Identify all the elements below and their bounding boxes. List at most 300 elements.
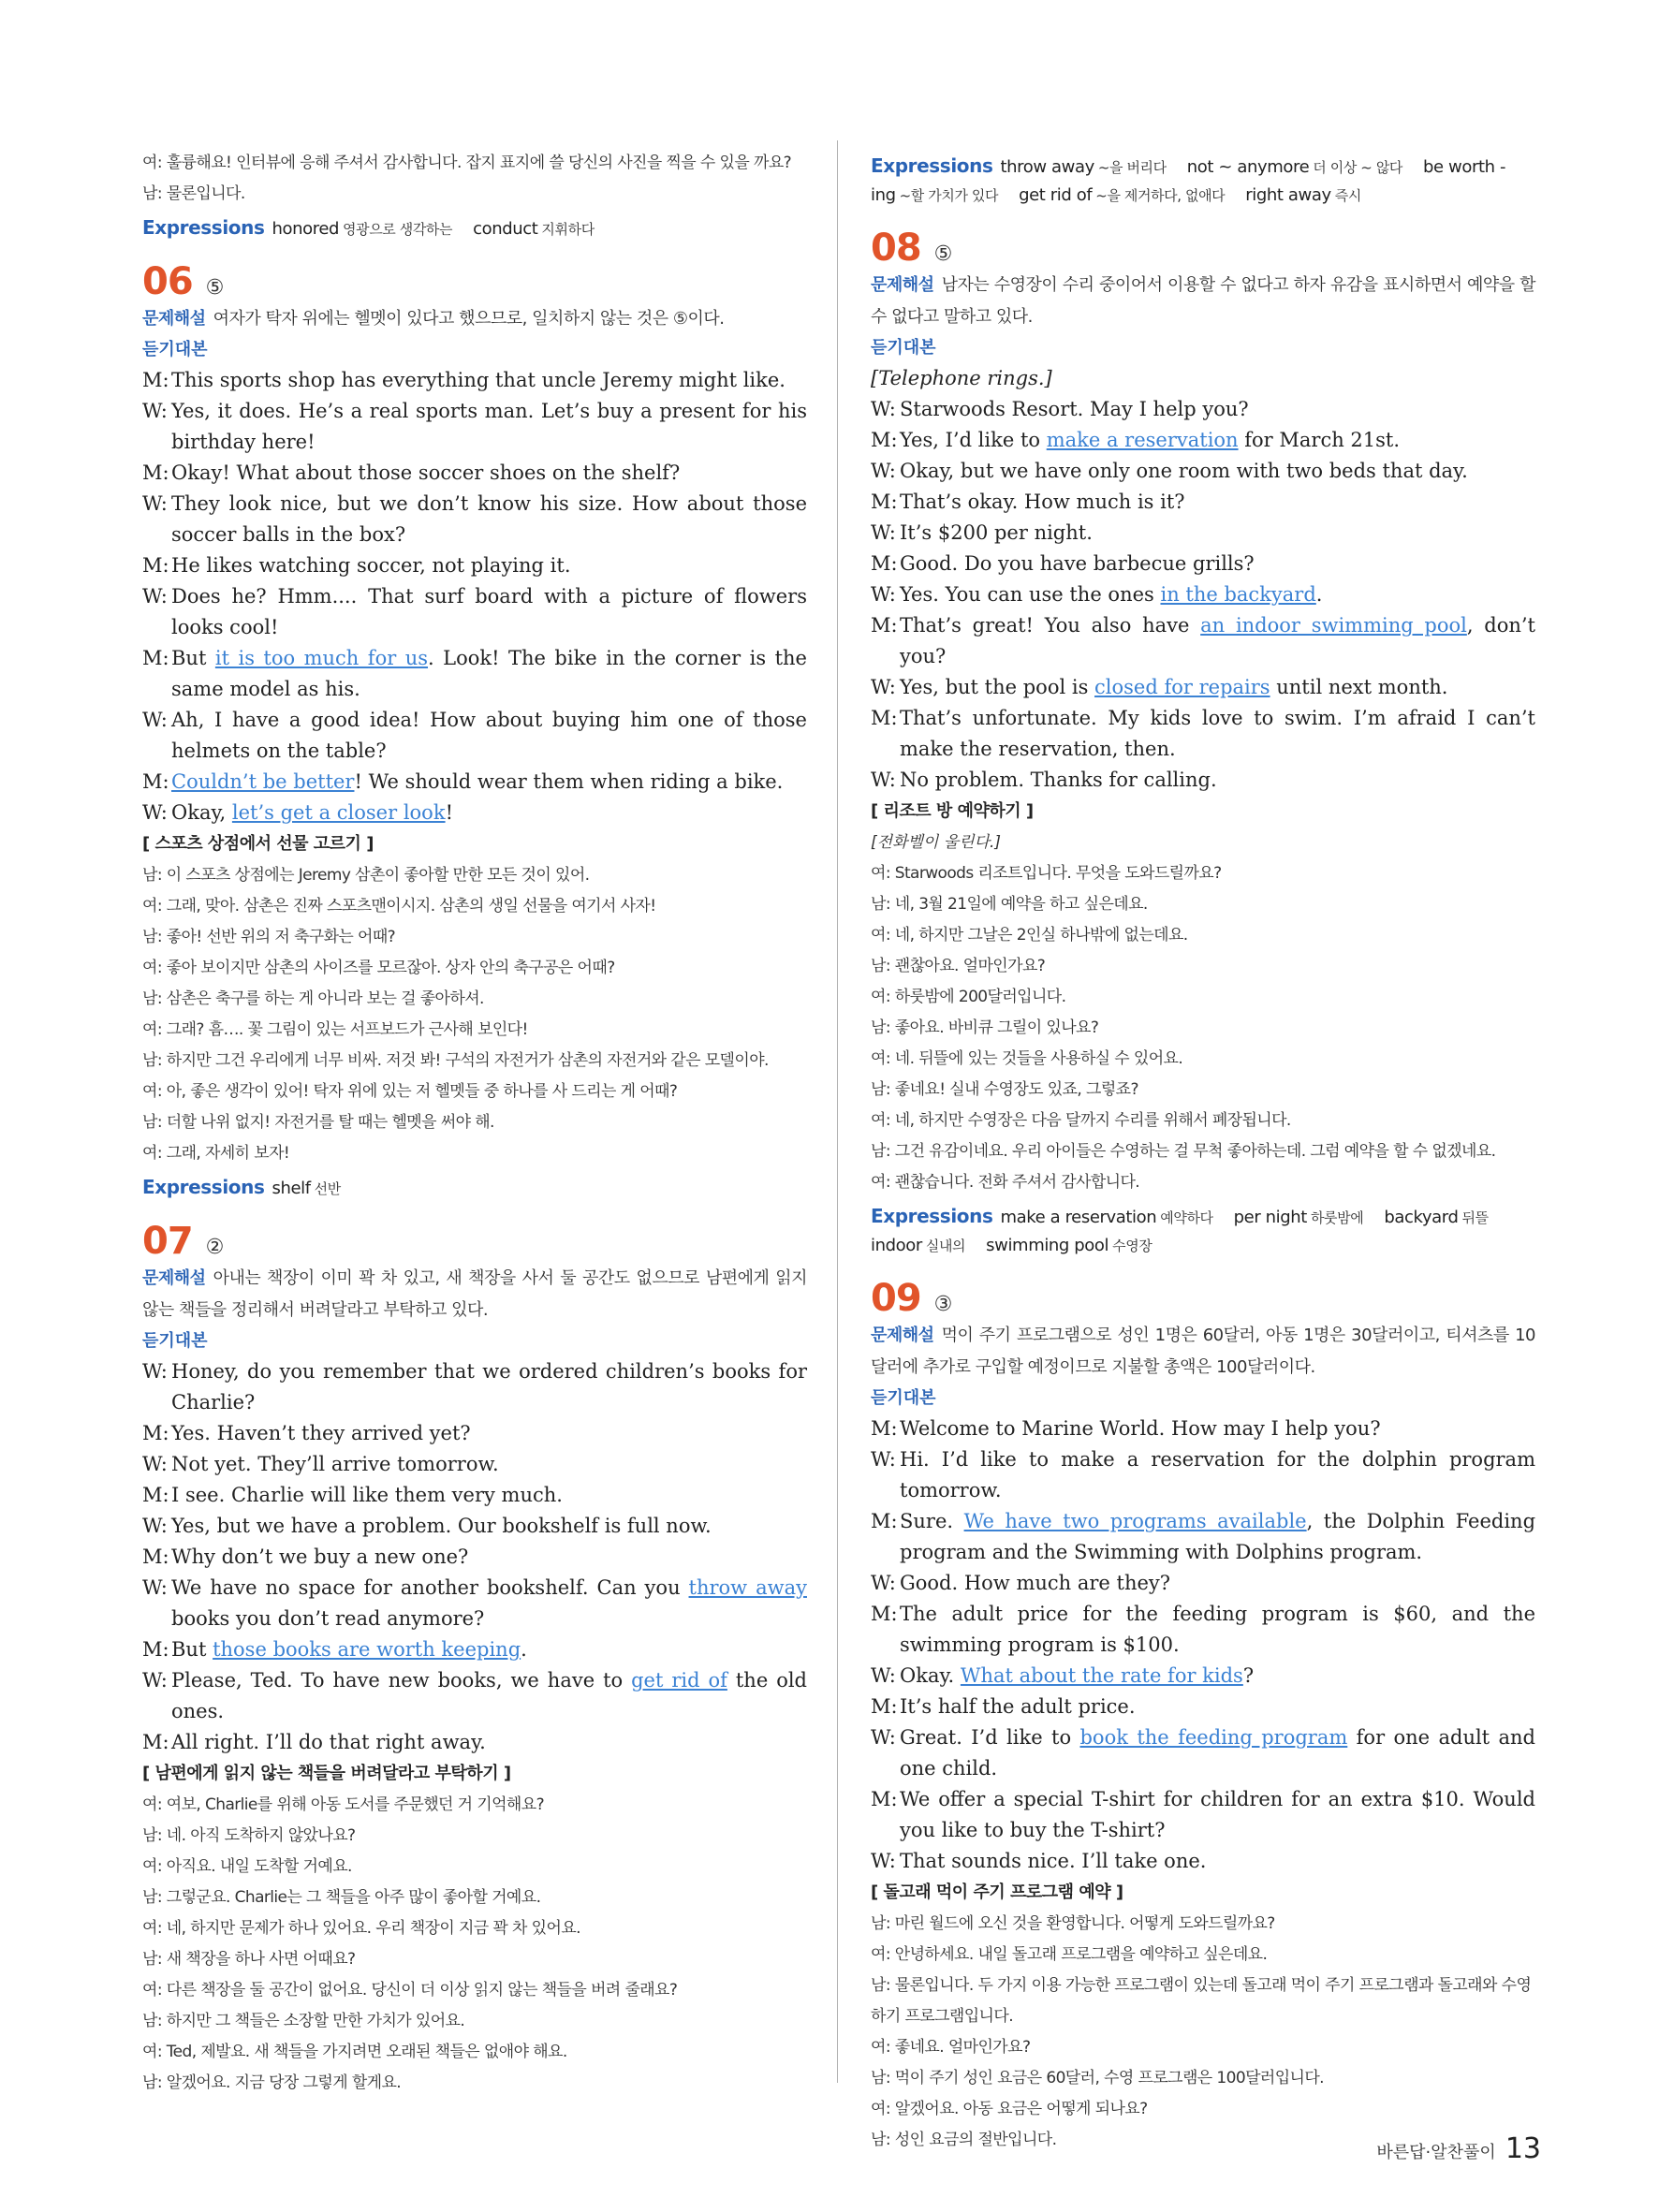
speaker-separator: : [885,1976,895,1995]
speaker-label: 남 [142,1051,157,1070]
question-header [142,1220,807,1263]
explanation [871,1320,1535,1384]
expression-meaning: ~할 가치가 있다 [899,187,999,204]
dialogue-line [142,1665,807,1727]
korean-text: 괜찮아요. 얼마인가요? [894,957,1046,975]
speaker-label: M: [871,1510,898,1532]
speaker-label: M: [871,1603,898,1625]
speaker-label: 남 [871,895,886,914]
korean-text: 네, 하지만 그날은 2인실 하나밖에 없는데요. [894,926,1188,945]
dialogue-text [900,1599,1535,1661]
speaker-label: 여 [871,864,886,883]
korean-line [142,984,807,1015]
speaker-separator: : [885,926,895,945]
stage-direction: [Telephone rings.] [871,367,1052,389]
speaker-label: 남 [871,1080,886,1099]
dialogue-line [871,1722,1535,1784]
dialogue-segment: Honey, do you remember that we ordered children’s books for Charlie? [171,1360,807,1414]
speaker-separator: : [156,1144,167,1163]
expression-term: indoor [871,1236,922,1255]
dialogue-segment: Great. I’d like to [900,1726,1080,1749]
dialogue-line [142,1727,807,1758]
dialogue-text [900,1692,1535,1722]
korean-text: 물론입니다. [166,184,245,203]
dialogue-line [871,456,1535,487]
expression-meaning: ~을 제거하다, 없애다 [1095,187,1226,204]
translation-title: [ 스포츠 상점에서 선물 고르기 ] [142,834,374,854]
korean-text: 그래, 맞아. 삼촌은 진짜 스포츠맨이시지. 삼촌의 생일 선물을 여기서 사자! [166,897,656,916]
speaker-separator: : [156,1826,167,1845]
korean-line [871,1136,1535,1167]
dialogue-segment: Please, Ted. To have new books, we have to [171,1669,632,1692]
question-answer: ⑤ [933,242,953,266]
speaker-label: W: [871,1572,896,1594]
dialogue-line [142,798,807,828]
speaker-label: M: [142,1638,169,1661]
korean-text: Ted, 제발요. 새 책들을 가지려면 오래된 책들은 없애야 해요. [166,2043,567,2061]
dialogue-text [171,1449,807,1480]
speaker-separator: : [885,1173,895,1192]
speaker-label: 남 [142,2073,157,2092]
dialogue-text [900,1506,1535,1568]
dialogue-text [900,549,1535,579]
speaker-separator: : [156,154,167,172]
key-phrase: throw away [688,1576,807,1599]
dialogue-line [142,1634,807,1665]
korean-text: 안녕하세요. 내일 돌고래 프로그램을 예약하고 싶은데요. [894,1945,1268,1964]
expression-meaning: 실내의 [925,1238,966,1254]
dialogue-text [171,550,807,581]
speaker-label: 남 [871,1018,886,1037]
dialogue-text [900,1414,1535,1444]
speaker-label: W: [142,1360,168,1383]
dialogue-text [900,487,1535,518]
dialogue-line [142,1356,807,1418]
korean-line [871,1940,1535,1970]
korean-line [871,1106,1535,1136]
speaker-label: W: [871,1850,896,1872]
expression-meaning: 즉시 [1334,187,1361,204]
expression-term: backyard [1384,1208,1459,1227]
korean-text: 물론입니다. 두 가지 이용 가능한 프로그램이 있는데 돌고래 먹이 주기 프로그램과 돌고래와 수영하기 프로그램입니다. [871,1976,1532,2026]
dialogue-segment: , the Dolphin Feeding program and the Swimming with Dolphins program. [900,1510,1536,1563]
dialogue-line [871,579,1535,610]
question-answer: ③ [933,1293,953,1316]
speaker-label: 여 [142,1082,157,1101]
expression-term: get rid of [1019,185,1093,205]
dialogue-segment: for March 21st. [1238,429,1401,451]
speaker-label: 여 [142,2043,157,2061]
speaker-separator: : [885,957,895,975]
speaker-label: 여 [871,2038,886,2057]
dialogue-text [171,1356,807,1418]
speaker-label: M: [142,369,169,391]
dialogue-text [171,1665,807,1727]
dialogue-line [871,394,1535,425]
footer-label: 바른답·알찬풀이 [1376,2143,1496,2162]
speaker-label: W: [871,1448,896,1471]
speaker-label: 남 [142,2012,157,2030]
korean-text: 새 책장을 하나 사면 어때요? [166,1950,356,1969]
speaker-separator: : [885,1018,895,1037]
dialogue-text [900,518,1535,549]
dialogue-text [171,1511,807,1542]
dialogue-text [171,365,807,396]
korean-line [142,1077,807,1107]
explanation-tag: 문제해설 [142,1268,206,1288]
dialogue-text [900,456,1535,487]
korean-line [142,1975,807,2006]
dialogue-text [900,703,1535,765]
dialogue-line [142,1573,807,1634]
speaker-label: W: [142,1669,168,1692]
expression-meaning: 지휘하다 [541,221,595,238]
dialogue-line [142,705,807,767]
speaker-label: 남 [871,1914,886,1933]
dialogue-segment: . Look! The bike in the corner is the same model as his. [171,647,807,700]
korean-line [142,2068,807,2099]
korean-text: 아직요. 내일 도착할 거예요. [166,1857,352,1876]
dialogue-text [900,1722,1535,1784]
dialogue-segment: They look nice, but we don’t know his size. How about those soccer balls in the box? [171,492,807,546]
speaker-label: W: [871,676,896,698]
dialogue-segment: It’s half the adult price. [900,1695,1136,1718]
speaker-separator: : [885,1080,895,1099]
explanation [871,270,1535,333]
korean-line [871,920,1535,951]
korean-line [142,1944,807,1975]
expression-meaning: 하룻밤에 [1310,1209,1364,1226]
korean-text: 네. 아직 도착하지 않았나요? [166,1826,356,1845]
speaker-label: 남 [142,1888,157,1907]
expression-term: honored [272,219,340,239]
korean-line [142,1913,807,1944]
korean-text: 알겠어요. 지금 당장 그렇게 할게요. [166,2073,402,2092]
korean-text: 훌륭해요! 인터뷰에 응해 주셔서 감사합니다. 잡지 표지에 쓸 당신의 사진을 찍을 수 있을 까요? [166,154,792,172]
speaker-label: W: [871,1726,896,1749]
dialogue-text [900,579,1535,610]
speaker-separator: : [885,1914,895,1933]
dialogue-line [142,581,807,643]
speaker-label: M: [871,1695,898,1718]
korean-text: 그래? 흠…. 꽃 그림이 있는 서프보드가 근사해 보인다! [166,1020,528,1039]
korean-line [142,1046,807,1077]
expression-term: per night [1233,1208,1307,1227]
korean-text: 아, 좋은 생각이 있어! 탁자 위에 있는 저 헬멧들 중 하나를 사 드리는 게 어때? [166,1082,678,1101]
translation-stage-direction: [전화벨이 울린다.] [871,833,1002,852]
dialogue-segment: Yes, but the pool is [900,676,1095,698]
expression-term: make a reservation [1000,1208,1157,1227]
speaker-label: 남 [142,1950,157,1969]
explanation-text: 아내는 책장이 이미 꽉 차 있고, 새 책장을 사서 둘 공간도 없으므로 남편에게 읽지 않는 책들을 정리해서 버려달라고 부탁하고 있다. [142,1268,807,1320]
speaker-label: M: [142,1545,169,1568]
dialogue-text [171,1634,807,1665]
dialogue-segment: Yes, I’d like to [900,429,1047,451]
dialogue-text [900,672,1535,703]
dialogue-segment: , don’t you? [900,614,1535,667]
speaker-label: M: [871,1417,898,1440]
script-label: 듣기대본 [871,1388,936,1408]
korean-line [142,953,807,984]
korean-line [142,922,807,953]
speaker-label: M: [871,552,898,575]
dialogue-segment: Okay, but we have only one room with two beds that day. [900,460,1468,482]
dialogue-text [900,765,1535,796]
speaker-separator: : [156,897,167,916]
dialogue-segment: Starwoods Resort. May I help you? [900,398,1249,420]
speaker-label: W: [142,1515,168,1537]
script-label: 듣기대본 [142,340,208,359]
expressions-label: Expressions [871,154,993,177]
dialogue-segment: Hi. I’d like to make a reservation for the dolphin program tomorrow. [900,1448,1535,1502]
dialogue-line [142,1418,807,1449]
korean-text: 더할 나위 없지! 자전거를 탈 때는 헬멧을 써야 해. [166,1113,494,1132]
explanation [142,303,807,335]
speaker-separator: : [156,184,167,203]
question-number: 08 [871,227,921,270]
korean-line [142,1138,807,1169]
speaker-label: M: [142,554,169,577]
dialogue-segment: . [1315,583,1323,606]
question-number: 06 [142,260,193,303]
korean-line [142,2037,807,2068]
dialogue-text [171,1480,807,1511]
speaker-separator: : [885,1111,895,1130]
expressions [871,1202,1535,1260]
dialogue-segment: books you don’t read anymore? [171,1607,485,1630]
korean-text: 이 스포츠 상점에는 Jeremy 삼촌이 좋아할 만한 모든 것이 있어. [166,866,590,885]
expression-term: be worth -ing [871,157,1506,205]
dialogue-text [171,458,807,489]
dialogue-segment: Good. How much are they? [900,1572,1171,1594]
question-number: 07 [142,1220,193,1263]
expressions-label: Expressions [142,216,265,239]
korean-text: 하지만 그 책들은 소장할 만한 가치가 있어요. [166,2012,465,2030]
korean-text: 그건 유감이네요. 우리 아이들은 수영하는 걸 무척 좋아하는데. 그럼 예약을 할 수 없겠네요. [894,1142,1496,1161]
speaker-label: 여 [871,988,886,1006]
korean-text: 하룻밤에 200달러입니다. [894,988,1066,1006]
dialogue-segment: All right. I’ll do that right away. [171,1731,486,1753]
speaker-label: 여 [871,1049,886,1068]
speaker-separator: : [156,2043,167,2061]
speaker-label: 여 [142,1795,157,1814]
dialogue-text [900,1568,1535,1599]
korean-line [142,1107,807,1138]
speaker-separator: : [885,1142,895,1161]
korean-text: 마린 월드에 오신 것을 환영합니다. 어떻게 도와드릴까요? [894,1914,1275,1933]
dialogue-text [900,394,1535,425]
explanation-text: 먹이 주기 프로그램으로 성인 1명은 60달러, 아동 1명은 30달러이고, 티셔츠를 10달러에 추가로 구입할 예정이므로 지불할 총액은 100달러이다. [871,1326,1535,1377]
korean-line [871,1075,1535,1106]
expression-meaning: 선반 [314,1180,341,1197]
speaker-label: W: [142,1576,168,1599]
explanation-text: 남자는 수영장이 수리 중이어서 이용할 수 없다고 하자 유감을 표시하면서 예약을 할 수 없다고 말하고 있다. [871,275,1535,327]
speaker-label: 남 [871,1976,886,1995]
dialogue-line [142,550,807,581]
translation-title: [ 남편에게 읽지 않는 책들을 버려달라고 부탁하기 ] [142,1764,511,1783]
korean-line [871,2032,1535,2063]
speaker-label: 여 [871,1111,886,1130]
question-08 [871,227,1535,1260]
speaker-label: W: [142,1453,168,1475]
dialogue-line [871,487,1535,518]
korean-line [142,1015,807,1046]
speaker-label: 여 [871,926,886,945]
speaker-separator: : [156,1919,167,1938]
dialogue-line [142,1449,807,1480]
expressions-label: Expressions [871,1205,993,1227]
page-number: 13 [1505,2132,1541,2165]
korean-line [871,858,1535,889]
key-phrase: let’s get a closer look [231,801,446,824]
question-number: 09 [871,1277,921,1320]
speaker-label: W: [871,521,896,544]
question-header [142,260,807,303]
speaker-separator: : [156,1857,167,1876]
speaker-separator: : [156,989,167,1008]
korean-text: 좋아 보이지만 삼촌의 사이즈를 모르잖아. 상자 안의 축구공은 어때? [166,959,615,977]
dialogue-line [142,1511,807,1542]
korean-line [871,1909,1535,1940]
dialogue-segment: No problem. Thanks for calling. [900,769,1217,791]
korean-line [871,2063,1535,2094]
dialogue-line [871,1506,1535,1568]
dialogue-segment: until next month. [1270,676,1448,698]
expression-meaning: 영광으로 생각하는 [343,221,453,238]
dialogue-text [171,1573,807,1634]
korean-text: 그래, 자세히 보자! [166,1144,290,1163]
korean-line [871,951,1535,982]
dialogue-text [900,1444,1535,1506]
key-phrase: We have two programs available [963,1510,1307,1532]
korean-line [871,2094,1535,2125]
speaker-separator: : [885,1049,895,1068]
dialogue-segment: The adult price for the feeding program is $60, and the swimming program is $100. [900,1603,1535,1656]
key-phrase: book the feeding program [1079,1726,1348,1749]
key-phrase: an indoor swimming pool [1200,614,1467,637]
korean-line [871,982,1535,1013]
korean-line [871,1013,1535,1044]
dialogue-segment: for one adult and one child. [900,1726,1535,1780]
dialogue-segment: Okay! What about those soccer shoes on the shelf? [171,461,681,484]
dialogue-text [171,643,807,705]
key-phrase: What about the rate for kids [960,1664,1243,1687]
speaker-label: 여 [871,1173,886,1192]
speaker-label: M: [871,707,898,729]
dialogue-segment: Does he? Hmm.... That surf board with a picture of flowers looks cool! [171,585,807,638]
dialogue-segment: Sure. [900,1510,964,1532]
expression-meaning: ~을 버리다 [1097,159,1167,176]
dialogue-segment: Okay, [171,801,232,824]
speaker-separator: : [885,864,895,883]
speaker-label: 남 [142,866,157,885]
dialogue-text [900,425,1535,456]
korean-text: 여보, Charlie를 위해 아동 도서를 주문했던 거 기억해요? [166,1795,544,1814]
dialogue-segment: Yes, it does. He’s a real sports man. Let’s buy a present for his birthday here! [171,400,807,453]
speaker-label: 남 [142,989,157,1008]
dialogue-text [171,1727,807,1758]
dialogue-text [171,581,807,643]
script-label: 듣기대본 [142,1331,208,1351]
dialogue-segment: It’s $200 per night. [900,521,1093,544]
speaker-separator: : [156,2073,167,2092]
dialogue-segment: . [521,1638,527,1661]
korean-text: 좋네요! 실내 수영장도 있죠, 그렇죠? [894,1080,1138,1099]
dialogue-segment: This sports shop has everything that uncle Jeremy might like. [171,369,785,391]
dialogue-text [900,1784,1535,1846]
expression-meaning: 뒤뜰 [1461,1209,1489,1226]
intro-korean-translation [142,148,807,210]
expressions [871,152,1535,210]
dialogue-line [871,549,1535,579]
korean-line [142,1821,807,1852]
expression-meaning: 수영장 [1112,1238,1152,1254]
dialogue-segment: We offer a special T-shirt for children for an extra $10. Would you like to buy the T-shirt? [900,1788,1535,1841]
speaker-label: 여 [142,897,157,916]
dialogue-line [871,1784,1535,1846]
dialogue-line [142,767,807,798]
dialogue-line [871,1568,1535,1599]
question-07-expressions [871,152,1535,210]
speaker-label: 여 [142,1981,157,2000]
question-answer: ② [205,1236,225,1259]
page-footer [1376,2132,1541,2165]
korean-text: 삼촌은 축구를 하는 게 아니라 보는 걸 좋아하셔. [166,989,484,1008]
korean-line [142,179,807,210]
speaker-label: M: [871,429,898,451]
question-answer: ⑤ [205,276,225,300]
speaker-label: M: [871,1788,898,1810]
dialogue-text [171,489,807,550]
korean-text: 네, 하지만 수영장은 다음 달까지 수리를 위해서 폐장됩니다. [894,1111,1291,1130]
dialogue-line [142,1480,807,1511]
dialogue-line [871,1444,1535,1506]
key-phrase: in the backyard [1160,583,1316,606]
dialogue-line [871,425,1535,456]
explanation-tag: 문제해설 [142,309,206,329]
speaker-label: 여 [871,1945,886,1964]
speaker-label: W: [142,801,168,824]
korean-line [142,2006,807,2037]
speaker-label: M: [142,770,169,793]
korean-line [871,889,1535,920]
dialogue-segment: That’s great! You also have [900,614,1201,637]
dialogue-segment: That sounds nice. I’ll take one. [900,1850,1207,1872]
dialogue-text [171,396,807,458]
expressions-label: Expressions [142,1176,265,1198]
speaker-label: 여 [142,1857,157,1876]
speaker-label: 남 [142,928,157,946]
dialogue-line [871,1846,1535,1877]
korean-text: 성인 요금의 절반입니다. [894,2131,1057,2149]
dialogue-segment: We have no space for another bookshelf. Can you [171,1576,689,1599]
speaker-separator: : [156,1082,167,1101]
dialogue-segment: Yes. You can use the ones [900,583,1161,606]
speaker-label: 남 [871,2131,886,2149]
dialogue-segment: But [171,647,215,669]
speaker-separator: : [885,988,895,1006]
speaker-label: W: [871,398,896,420]
speaker-separator: : [156,1795,167,1814]
dialogue-segment: ! We should wear them when riding a bike. [354,770,784,793]
explanation-tag: 문제해설 [871,1326,934,1345]
question-header [871,227,1535,270]
explanation-tag: 문제해설 [871,275,934,295]
speaker-label: M: [142,1484,169,1506]
korean-line [871,1167,1535,1198]
dialogue-segment: That’s unfortunate. My kids love to swim. I’m afraid I can’t make the reservation, then. [900,707,1535,760]
korean-text: 다른 책장을 둘 공간이 없어요. 당신이 더 이상 읽지 않는 책들을 버려 줄래요? [166,1981,678,2000]
